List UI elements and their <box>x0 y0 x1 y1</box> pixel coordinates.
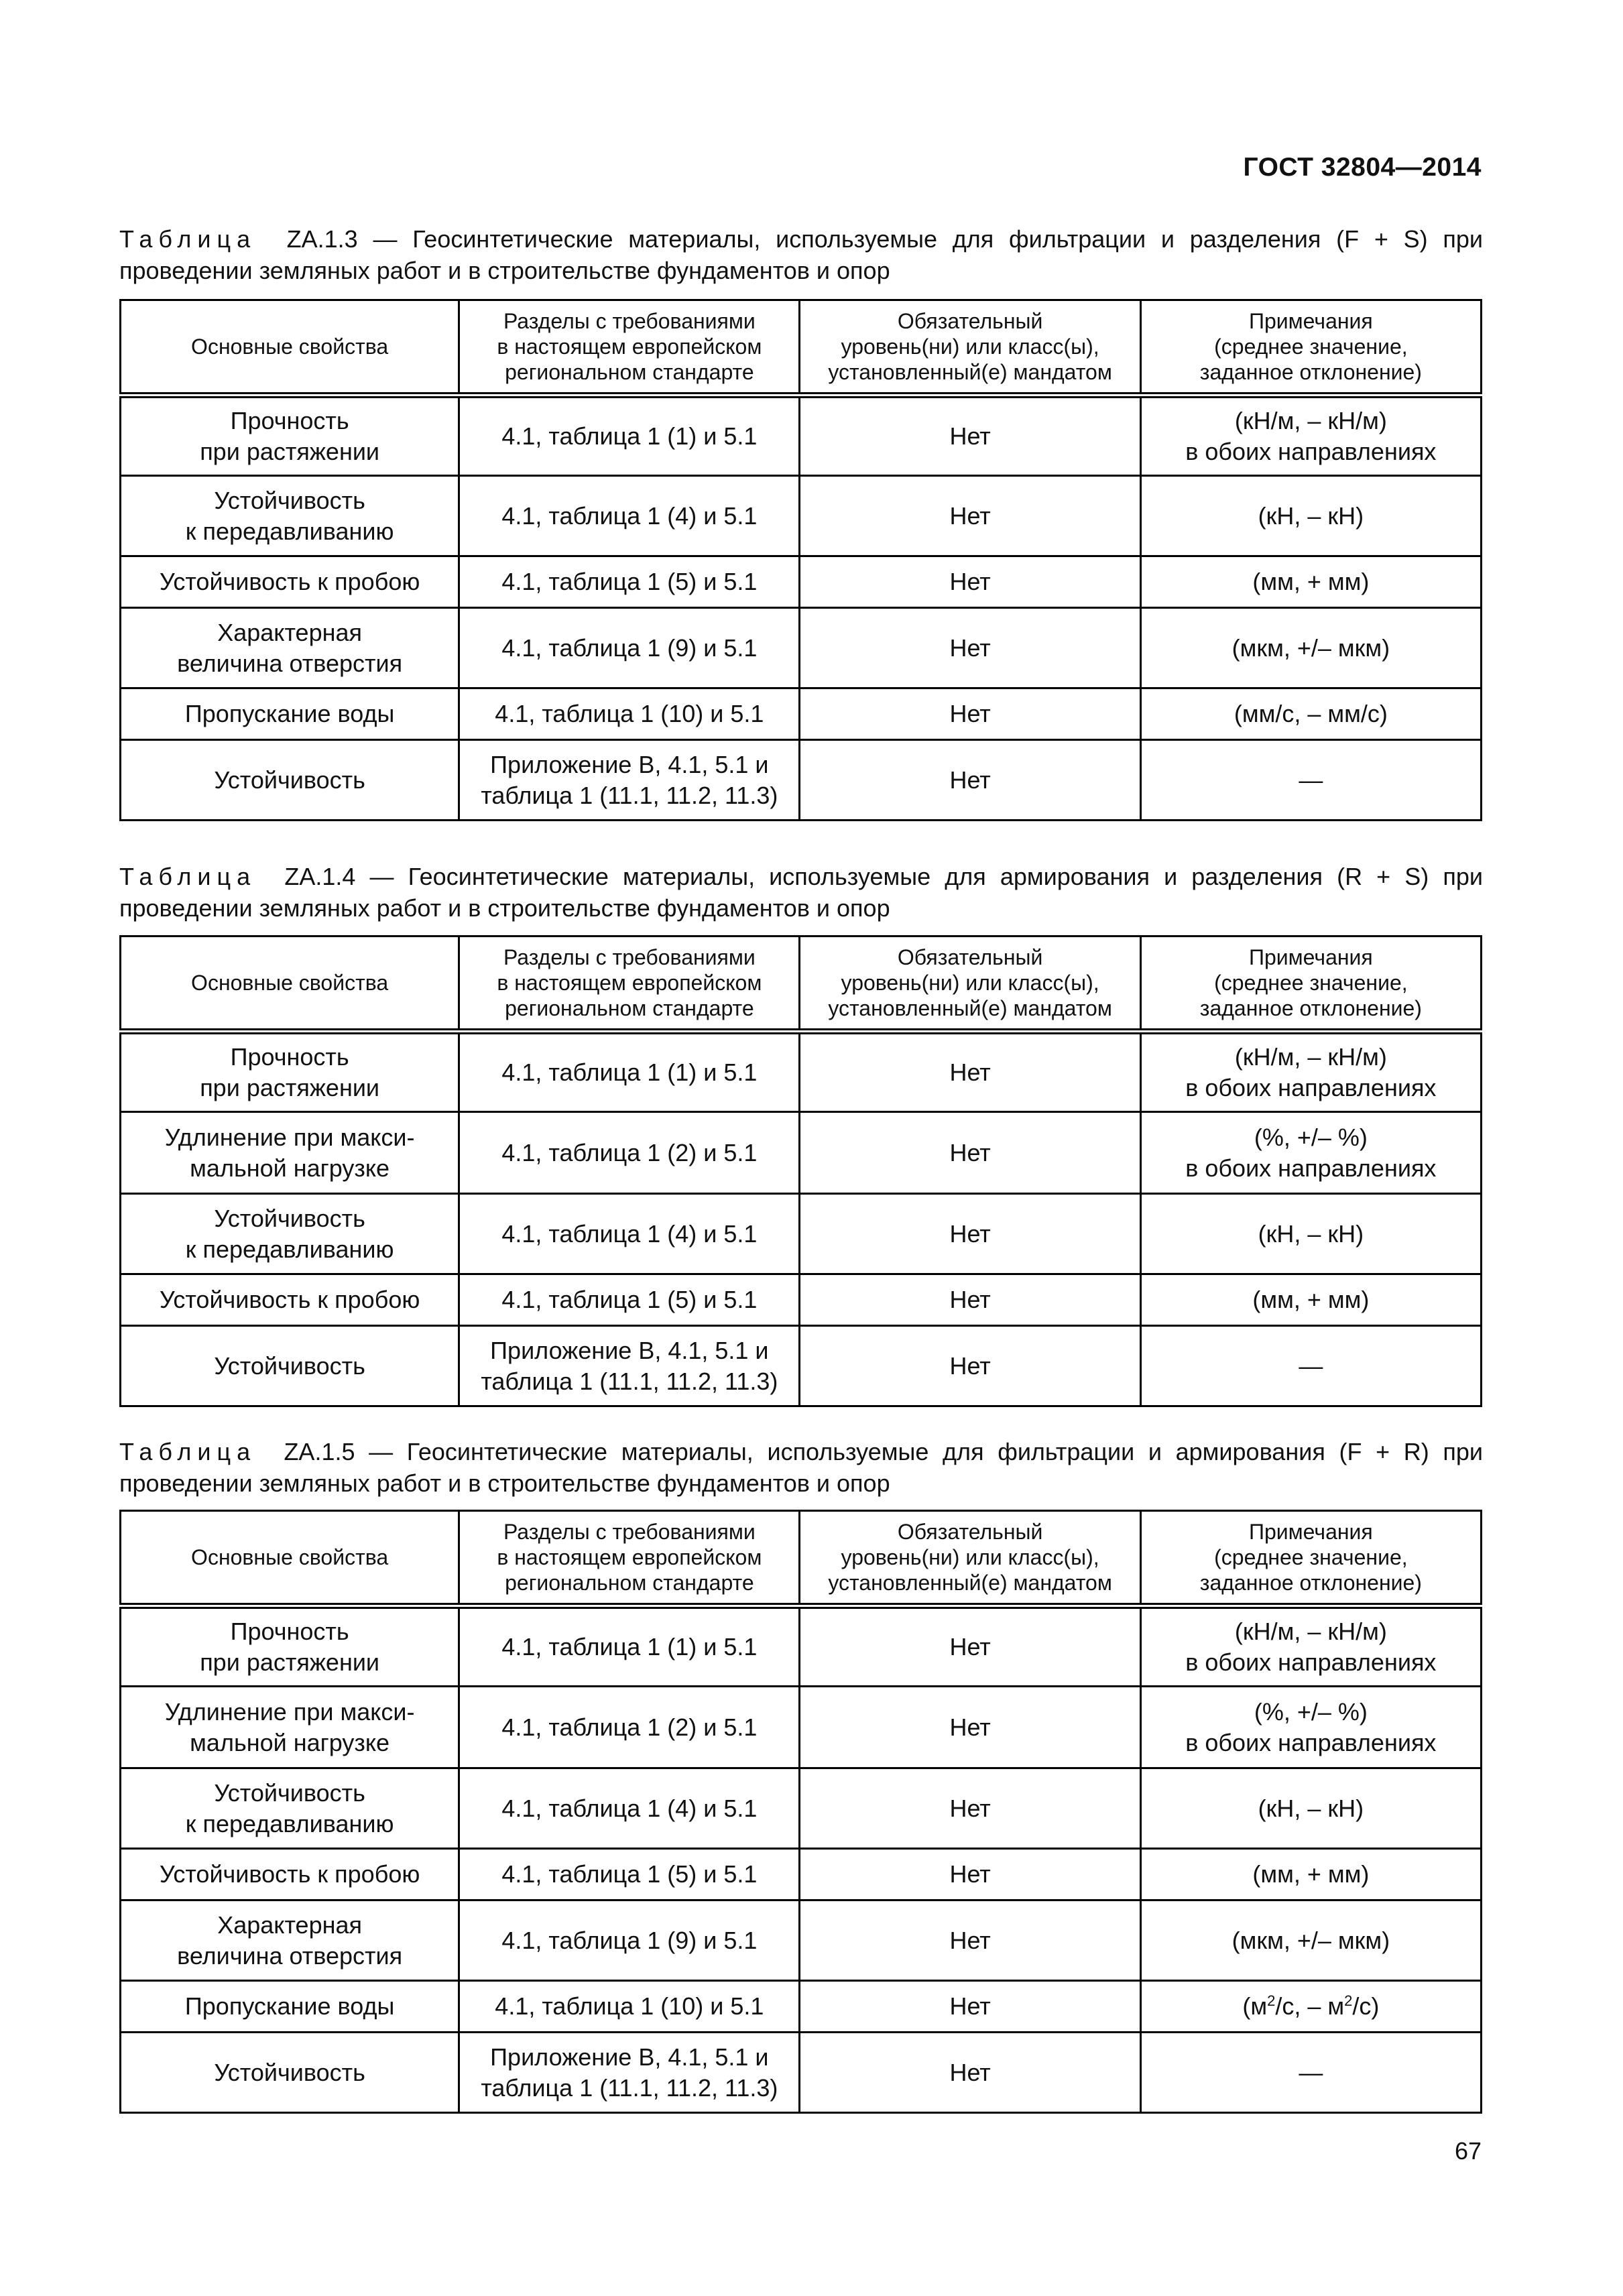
table-label: Таблица <box>119 225 257 253</box>
property-text: Пропускание воды <box>184 1992 395 2020</box>
property-text: Прочность <box>230 1043 349 1071</box>
header-text: Примечания <box>1248 945 1373 969</box>
section-text: 4.1, таблица 1 (10) и 5.1 <box>495 700 764 727</box>
table-za14 <box>119 935 1482 1407</box>
note-text: — <box>1299 1351 1323 1380</box>
mandate-text: Нет <box>949 2058 991 2086</box>
note-text: (кН/м, – кН/м) <box>1234 407 1387 434</box>
section-text: 4.1, таблица 1 (1) и 5.1 <box>501 422 758 450</box>
property-text: к передавливанию <box>185 1235 394 1263</box>
mandate-cell <box>800 476 1140 556</box>
property-text: Устойчивость <box>214 486 365 514</box>
note-text-part: 2 <box>1344 1992 1353 2009</box>
table-label: Таблица <box>119 1438 257 1465</box>
table-za13 <box>119 299 1482 821</box>
mandate-text: Нет <box>949 700 991 727</box>
header-text: Основные свойства <box>191 335 389 359</box>
mandate-cell <box>800 1768 1140 1849</box>
mandate-text: Нет <box>949 1219 991 1248</box>
header-text: региональном стандарте <box>505 360 754 384</box>
mandate-cell <box>800 688 1140 740</box>
section-cell <box>459 1326 800 1406</box>
mandate-cell <box>800 1900 1140 1981</box>
property-cell <box>121 740 459 821</box>
section-cell <box>459 1194 800 1274</box>
section-text: 4.1, таблица 1 (5) и 5.1 <box>501 1286 758 1313</box>
table-caption-text: ZA.1.4 — Геосинтетические материалы, используемые для армирования и разделения (R + S) при проведении земляных работ и в строительстве фундаментов и опор <box>119 863 1483 922</box>
section-cell <box>459 1687 800 1768</box>
note-text-part: (м <box>1242 1992 1268 2020</box>
note-text: (%, +/– %) <box>1254 1697 1368 1726</box>
property-cell <box>121 1768 459 1849</box>
property-text: Устойчивость <box>214 1778 365 1807</box>
header-text: установленный(е) мандатом <box>828 996 1112 1020</box>
section-cell <box>459 1900 800 1981</box>
property-text: Устойчивость <box>214 766 365 794</box>
note-cell <box>1140 2033 1481 2113</box>
note-cell <box>1140 688 1481 740</box>
note-text: (кН, – кН) <box>1258 501 1364 530</box>
section-cell <box>459 476 800 556</box>
header-text: Примечания <box>1248 1520 1373 1544</box>
table-row <box>121 1687 1482 1768</box>
property-cell <box>121 1112 459 1194</box>
header-cell-mandate <box>800 300 1140 396</box>
property-text: Устойчивость <box>214 2058 365 2086</box>
property-cell <box>121 1274 459 1326</box>
mandate-cell <box>800 2033 1140 2113</box>
header-cell-sections <box>459 300 800 396</box>
note-text: в обоих направлениях <box>1185 1154 1437 1182</box>
mandate-cell <box>800 1032 1140 1112</box>
note-cell <box>1140 1326 1481 1406</box>
note-cell <box>1140 1900 1481 1981</box>
mandate-text: Нет <box>949 1351 991 1380</box>
property-cell <box>121 1849 459 1900</box>
note-text: в обоих направлениях <box>1185 1074 1437 1101</box>
mandate-text: Нет <box>949 1286 991 1313</box>
note-text: (мм, + мм) <box>1252 1860 1370 1888</box>
table-row <box>121 1326 1482 1406</box>
property-cell <box>121 476 459 556</box>
section-text: таблица 1 (11.1, 11.2, 11.3) <box>481 781 778 809</box>
page-number: 67 <box>1454 2137 1482 2165</box>
section-cell <box>459 1112 800 1194</box>
table-caption-za14 <box>119 861 1483 924</box>
property-cell <box>121 608 459 688</box>
header-cell-notes <box>1140 936 1481 1032</box>
property-text: при растяжении <box>200 1648 380 1676</box>
header-text: уровень(ни) или класс(ы), <box>841 971 1099 995</box>
table-row <box>121 1900 1482 1981</box>
table-label: Таблица <box>119 863 257 890</box>
header-cell-properties <box>121 300 459 396</box>
section-text: Приложение В, 4.1, 5.1 и <box>490 2043 769 2071</box>
note-cell <box>1140 1194 1481 1274</box>
header-text: Обязательный <box>897 1520 1043 1544</box>
note-text: (кН/м, – кН/м) <box>1234 1618 1387 1645</box>
table-row <box>121 1194 1482 1274</box>
property-text: при растяжении <box>200 438 380 465</box>
property-text: Устойчивость к пробою <box>159 1860 420 1888</box>
mandate-cell <box>800 1274 1140 1326</box>
section-cell <box>459 2033 800 2113</box>
header-text: Разделы с требованиями <box>503 945 756 969</box>
note-cell <box>1140 476 1481 556</box>
section-cell <box>459 1768 800 1849</box>
table-row <box>121 556 1482 608</box>
note-cell <box>1140 1981 1481 2033</box>
property-text: к передавливанию <box>185 1809 394 1837</box>
table-caption-za15 <box>119 1436 1483 1499</box>
section-text: 4.1, таблица 1 (9) и 5.1 <box>501 1926 758 1954</box>
mandate-text: Нет <box>949 1713 991 1741</box>
header-text: Примечания <box>1248 309 1373 333</box>
property-text: к передавливанию <box>185 517 394 545</box>
section-cell <box>459 608 800 688</box>
header-text: в настоящем европейском <box>497 971 762 995</box>
header-text: Разделы с требованиями <box>503 1520 756 1544</box>
property-text: Удлинение при макси- <box>164 1123 415 1151</box>
property-text: мальной нагрузке <box>190 1728 390 1756</box>
note-text-part: 2 <box>1267 1992 1276 2009</box>
note-cell <box>1140 1849 1481 1900</box>
table-row <box>121 1981 1482 2033</box>
mandate-cell <box>800 1112 1140 1194</box>
note-text: (мкм, +/– мкм) <box>1231 633 1390 662</box>
section-text: 4.1, таблица 1 (10) и 5.1 <box>495 1992 764 2020</box>
section-text: 4.1, таблица 1 (9) и 5.1 <box>501 633 758 662</box>
note-cell <box>1140 556 1481 608</box>
property-cell <box>121 1900 459 1981</box>
section-cell <box>459 1606 800 1687</box>
section-cell <box>459 1849 800 1900</box>
section-cell <box>459 1981 800 2033</box>
section-text: 4.1, таблица 1 (5) и 5.1 <box>501 1860 758 1888</box>
section-text: 4.1, таблица 1 (4) и 5.1 <box>501 1219 758 1248</box>
property-cell <box>121 556 459 608</box>
header-text: Обязательный <box>897 309 1043 333</box>
section-cell <box>459 740 800 821</box>
mandate-cell <box>800 396 1140 476</box>
section-text: Приложение В, 4.1, 5.1 и <box>490 1336 769 1364</box>
property-cell <box>121 1687 459 1768</box>
header-text: (среднее значение, <box>1214 971 1408 995</box>
section-text: Приложение В, 4.1, 5.1 и <box>490 750 769 778</box>
note-cell <box>1140 740 1481 821</box>
note-text: (мм, + мм) <box>1252 568 1370 595</box>
table-caption-text: ZA.1.3 — Геосинтетические материалы, используемые для фильтрации и разделения (F + S) при проведении земляных работ и в строительстве фундаментов и опор <box>119 225 1483 284</box>
property-cell <box>121 1606 459 1687</box>
mandate-cell <box>800 1326 1140 1406</box>
note-cell <box>1140 1768 1481 1849</box>
section-text: 4.1, таблица 1 (1) и 5.1 <box>501 1633 758 1660</box>
header-text: уровень(ни) или класс(ы), <box>841 1545 1099 1569</box>
table-row <box>121 1606 1482 1687</box>
note-text: — <box>1299 2058 1323 2086</box>
mandate-text: Нет <box>949 501 991 530</box>
mandate-text: Нет <box>949 766 991 794</box>
header-text: установленный(е) мандатом <box>828 360 1112 384</box>
section-text: 4.1, таблица 1 (4) и 5.1 <box>501 1794 758 1822</box>
mandate-text: Нет <box>949 1926 991 1954</box>
header-text: Обязательный <box>897 945 1043 969</box>
property-text: Пропускание воды <box>184 700 395 727</box>
mandate-cell <box>800 740 1140 821</box>
table-row <box>121 608 1482 688</box>
note-text: (кН, – кН) <box>1258 1794 1364 1822</box>
property-text: Прочность <box>230 1618 349 1645</box>
header-text: установленный(е) мандатом <box>828 1571 1112 1595</box>
note-cell <box>1140 396 1481 476</box>
note-text-part: /с) <box>1352 1992 1380 2020</box>
note-text: в обоих направлениях <box>1185 438 1437 465</box>
property-text: Устойчивость к пробою <box>159 1286 420 1313</box>
property-text: мальной нагрузке <box>190 1154 390 1182</box>
header-text: (среднее значение, <box>1214 1545 1408 1569</box>
table-row <box>121 740 1482 821</box>
header-cell-mandate <box>800 936 1140 1032</box>
mandate-text: Нет <box>949 1794 991 1822</box>
section-text: таблица 1 (11.1, 11.2, 11.3) <box>481 1367 778 1395</box>
document-header: ГОСТ 32804—2014 <box>1243 153 1482 182</box>
table-caption-za13 <box>119 223 1483 286</box>
table-row <box>121 1768 1482 1849</box>
property-text: Устойчивость <box>214 1351 365 1380</box>
note-text: (мкм, +/– мкм) <box>1231 1926 1390 1954</box>
note-text: (мм/с, – мм/с) <box>1234 700 1388 727</box>
section-text: 4.1, таблица 1 (5) и 5.1 <box>501 568 758 595</box>
mandate-cell <box>800 608 1140 688</box>
table-row <box>121 396 1482 476</box>
property-text: Прочность <box>230 407 349 434</box>
property-cell <box>121 1326 459 1406</box>
note-text: в обоих направлениях <box>1185 1648 1437 1676</box>
mandate-cell <box>800 1606 1140 1687</box>
note-text: (%, +/– %) <box>1254 1123 1368 1151</box>
section-text: 4.1, таблица 1 (4) и 5.1 <box>501 501 758 530</box>
section-cell <box>459 688 800 740</box>
note-text: в обоих направлениях <box>1185 1728 1437 1756</box>
section-text: 4.1, таблица 1 (2) и 5.1 <box>501 1138 758 1166</box>
property-text: при растяжении <box>200 1074 380 1101</box>
note-text: (кН/м, – кН/м) <box>1234 1043 1387 1071</box>
section-text: таблица 1 (11.1, 11.2, 11.3) <box>481 2073 778 2102</box>
section-cell <box>459 1032 800 1112</box>
header-text: уровень(ни) или класс(ы), <box>841 335 1099 359</box>
header-cell-properties <box>121 1511 459 1606</box>
table-row <box>121 1112 1482 1194</box>
note-cell <box>1140 1032 1481 1112</box>
note-text: — <box>1299 766 1323 794</box>
header-text: заданное отклонение) <box>1199 1571 1422 1595</box>
header-text: заданное отклонение) <box>1199 996 1422 1020</box>
property-cell <box>121 2033 459 2113</box>
section-cell <box>459 556 800 608</box>
table-row <box>121 688 1482 740</box>
header-text: (среднее значение, <box>1214 335 1408 359</box>
note-cell <box>1140 1274 1481 1326</box>
header-cell-sections <box>459 936 800 1032</box>
property-text: величина отверстия <box>177 1941 403 1970</box>
header-cell-properties <box>121 936 459 1032</box>
header-text: заданное отклонение) <box>1199 360 1422 384</box>
note-text: (мм, + мм) <box>1252 1286 1370 1313</box>
property-cell <box>121 1194 459 1274</box>
mandate-text: Нет <box>949 1633 991 1660</box>
header-text: региональном стандарте <box>505 1571 754 1595</box>
mandate-cell <box>800 1194 1140 1274</box>
mandate-text: Нет <box>949 633 991 662</box>
note-text: (кН, – кН) <box>1258 1219 1364 1248</box>
property-text: Устойчивость <box>214 1204 365 1232</box>
section-text: 4.1, таблица 1 (1) и 5.1 <box>501 1059 758 1086</box>
table-header-row <box>121 1511 1482 1606</box>
table-caption-text: ZA.1.5 — Геосинтетические материалы, используемые для фильтрации и армирования (F + R) при проведении земляных работ и в строительстве фундаментов и опор <box>119 1438 1483 1497</box>
mandate-text: Нет <box>949 568 991 595</box>
mandate-text: Нет <box>949 422 991 450</box>
header-text: в настоящем европейском <box>497 1545 762 1569</box>
table-za15 <box>119 1510 1482 2114</box>
note-text-part: /с, – м <box>1275 1992 1345 2020</box>
header-cell-notes <box>1140 300 1481 396</box>
property-text: Устойчивость к пробою <box>159 568 420 595</box>
mandate-text: Нет <box>949 1860 991 1888</box>
property-text: величина отверстия <box>177 649 403 677</box>
mandate-cell <box>800 1849 1140 1900</box>
property-cell <box>121 396 459 476</box>
property-cell <box>121 688 459 740</box>
header-text: Основные свойства <box>191 971 389 995</box>
mandate-cell <box>800 1687 1140 1768</box>
property-text: Удлинение при макси- <box>164 1697 415 1726</box>
note-cell <box>1140 1687 1481 1768</box>
property-cell <box>121 1032 459 1112</box>
section-cell <box>459 1274 800 1326</box>
header-text: региональном стандарте <box>505 996 754 1020</box>
header-text: в настоящем европейском <box>497 335 762 359</box>
table-row <box>121 2033 1482 2113</box>
header-cell-sections <box>459 1511 800 1606</box>
property-text: Характерная <box>217 1911 362 1939</box>
note-cell <box>1140 608 1481 688</box>
header-cell-mandate <box>800 1511 1140 1606</box>
table-row <box>121 1274 1482 1326</box>
note-cell <box>1140 1606 1481 1687</box>
note-cell <box>1140 1112 1481 1194</box>
header-cell-notes <box>1140 1511 1481 1606</box>
property-cell <box>121 1981 459 2033</box>
header-text: Основные свойства <box>191 1545 389 1569</box>
mandate-text: Нет <box>949 1138 991 1166</box>
mandate-cell <box>800 1981 1140 2033</box>
table-row <box>121 1032 1482 1112</box>
property-text: Характерная <box>217 618 362 646</box>
section-cell <box>459 396 800 476</box>
table-row <box>121 476 1482 556</box>
header-text: Разделы с требованиями <box>503 309 756 333</box>
table-row <box>121 1849 1482 1900</box>
table-header-row <box>121 300 1482 396</box>
mandate-text: Нет <box>949 1992 991 2020</box>
table-header-row <box>121 936 1482 1032</box>
mandate-cell <box>800 556 1140 608</box>
mandate-text: Нет <box>949 1059 991 1086</box>
section-text: 4.1, таблица 1 (2) и 5.1 <box>501 1713 758 1741</box>
